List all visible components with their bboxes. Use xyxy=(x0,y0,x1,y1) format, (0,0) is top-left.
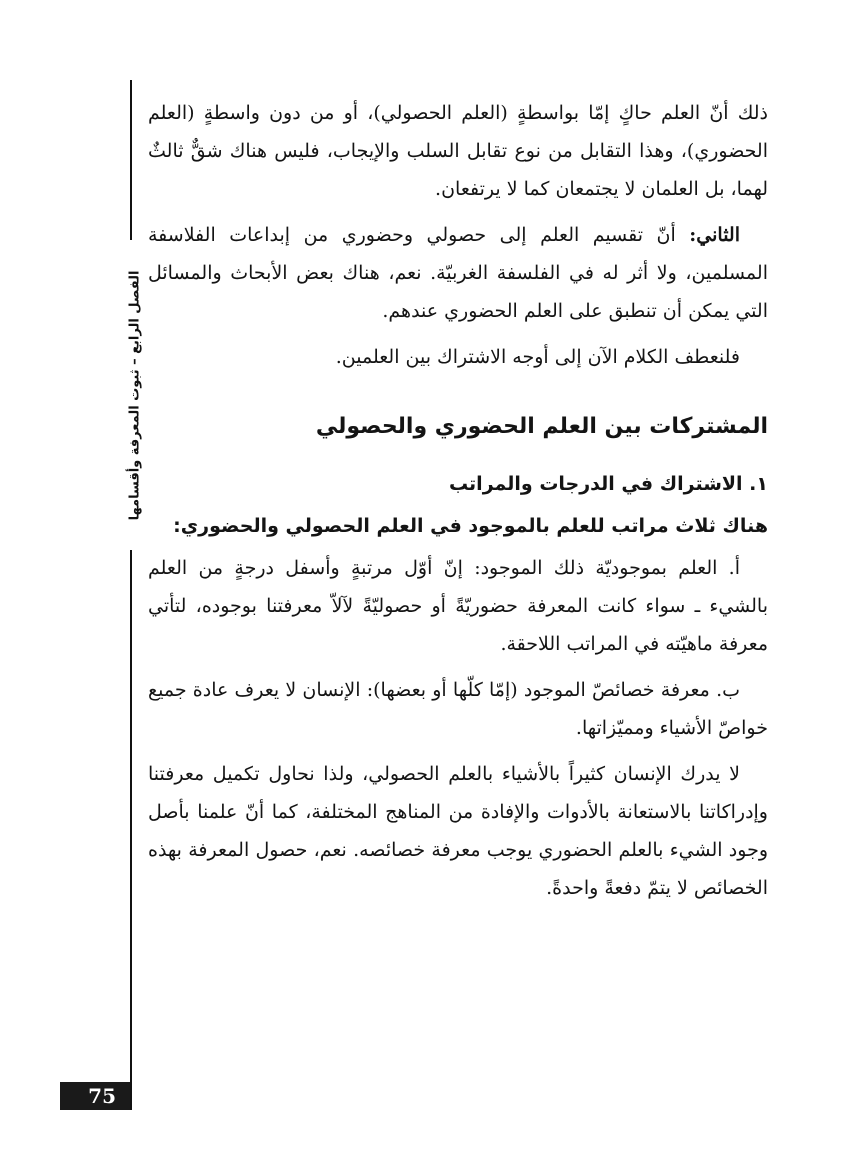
page-number: 75 xyxy=(60,1082,130,1110)
paragraph-3: فلنعطف الكلام الآن إلى أوجه الاشتراك بين العلمين. xyxy=(335,346,740,368)
chapter-running-header xyxy=(124,240,146,550)
paragraph-last: لا يدرك الإنسان كثيراً بالأشياء بالعلم الحصولي، ولذا نحاول تكميل معرفتنا وإدراكاتنا بالاستعانة بالأدوات والإفادة من المناهج المختلفة، كما أنّ علمنا بأصل وجود الشيء بالعلم الحضوري يوجب معرفة خصائصه. نعم، حصول المعرفة بهذه الخصائص لا يتمّ دفعةً واحدةً. xyxy=(148,763,768,899)
subsection-title: ١. الاشتراك في الدرجات والمراتب xyxy=(448,473,768,495)
paragraph-1: ذلك أنّ العلم حاكٍ إمّا بواسطةٍ (العلم الحصولي)، أو من دون واسطةٍ (العلم الحضوري)، وهذا التقابل من نوع تقابل السلب والإيجاب، فليس هناك شقٌّ ثالثٌ لهما، بل العلمان لا يجتمعان كما لا يرتفعان. xyxy=(148,102,768,200)
margin-rule xyxy=(130,80,132,1110)
paragraph-2-text: أنّ تقسيم العلم إلى حصولي وحضوري من إبداعات الفلاسفة المسلمين، ولا أثر له في الفلسفة الغربيّة. نعم، هناك بعض الأبحاث والمسائل التي يمكن أن تنطبق على العلم الحضوري عندهم. xyxy=(148,224,768,322)
item-b: ب. معرفة خصائصّ الموجود (إمّا كلّها أو بعضها): الإنسان لا يعرف عادة جميع خواصّ الأشياء ومميّزاتها. xyxy=(148,679,768,739)
section-title: المشتركات بين العلم الحضوري والحصولي xyxy=(315,414,768,439)
paragraph-2-label: الثاني: xyxy=(689,224,740,246)
page-body xyxy=(148,94,768,915)
chapter-running-header-text: الفصل الرابع – ثبوت المعرفة وأقسامها xyxy=(127,270,143,520)
lead-sentence: هناك ثلاث مراتب للعلم بالموجود في العلم الحصولي والحضوري: xyxy=(173,515,768,537)
item-a: أ. العلم بموجوديّة ذلك الموجود: إنّ أوّل مرتبةٍ وأسفل درجةٍ من العلم بالشيء ـ سواء كانت المعرفة حضوريّةً أو حصوليّةً لآلاّ معرفتنا بوجوده، لتأتي معرفة ماهيّته في المراتب اللاحقة. xyxy=(148,557,768,655)
paragraph-2 xyxy=(148,216,768,330)
